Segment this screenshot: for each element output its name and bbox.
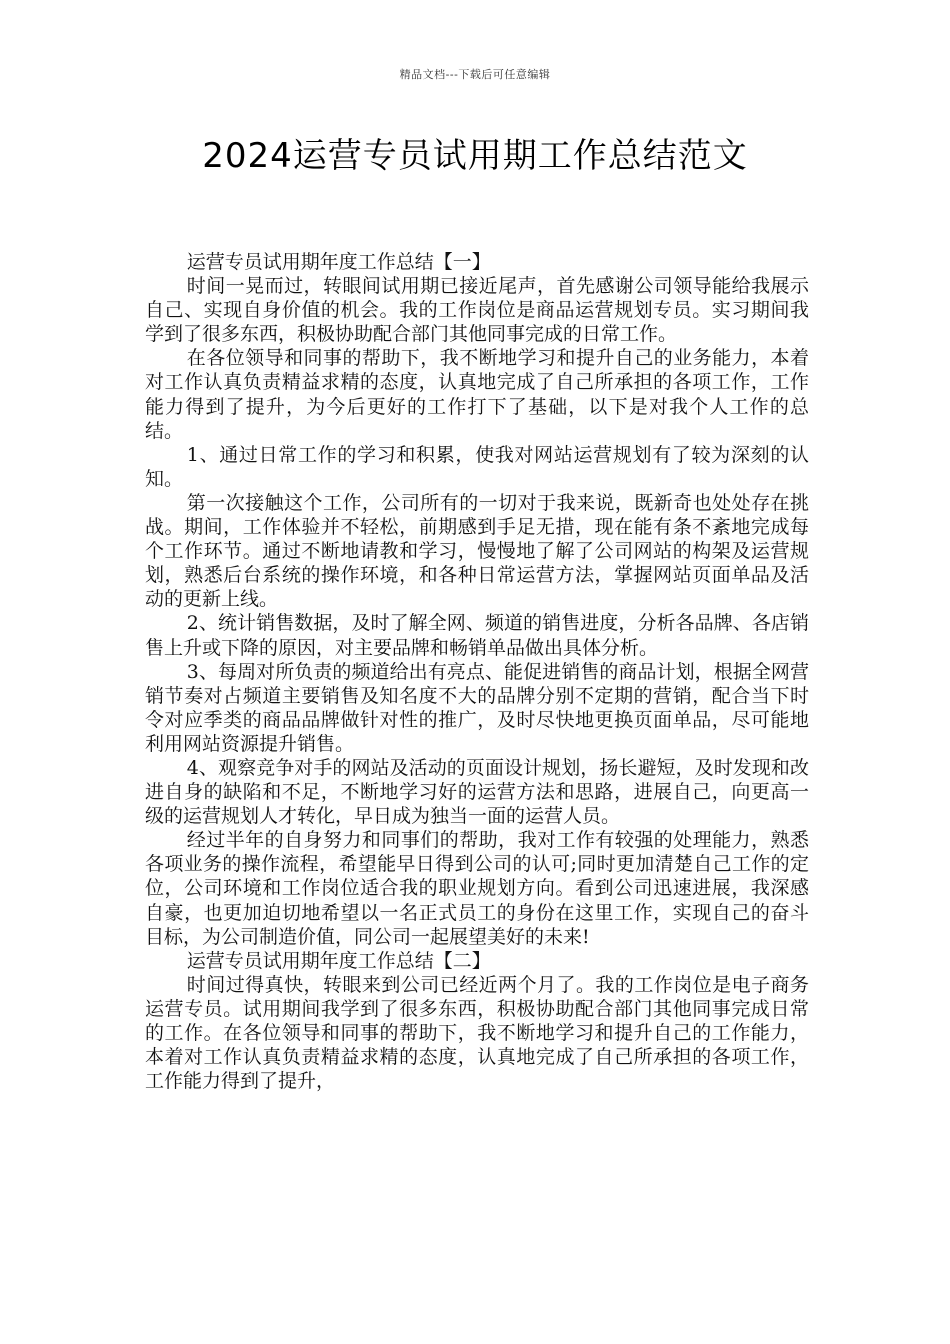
paragraph: 时间一晃而过，转眼间试用期已接近尾声，首先感谢公司领导能给我展示自己、实现自身价值的机会。我的工作岗位是商品运营规划专员。实习期间我学到了很多东西，积极协助配合部门其他同事完成的日常工作。 <box>145 275 809 346</box>
document-body <box>145 250 809 1093</box>
document-title: 2024运营专员试用期工作总结范文 <box>202 136 748 176</box>
header-note: 精品文档---下载后可任意编辑 <box>399 68 551 81</box>
paragraph: 时间过得真快，转眼来到公司已经近两个月了。我的工作岗位是电子商务运营专员。试用期间我学到了很多东西，积极协助配合部门其他同事完成日常的工作。在各位领导和同事的帮助下，我不断地学习和提升自己的工作能力，本着对工作认真负责精益求精的态度，认真地完成了自己所承担的各项工作，工作能力得到了提升， <box>145 973 809 1093</box>
paragraph: 第一次接触这个工作，公司所有的一切对于我来说，既新奇也处处存在挑战。期间，工作体验并不轻松，前期感到手足无措，现在能有条不紊地完成每个工作环节。通过不断地请教和学习，慢慢地了解了公司网站的构架及运营规划，熟悉后台系统的操作环境，和各种日常运营方法，掌握网站页面单品及活动的更新上线。 <box>145 491 809 611</box>
paragraph: 在各位领导和同事的帮助下，我不断地学习和提升自己的业务能力，本着对工作认真负责精益求精的态度，认真地完成了自己所承担的各项工作，工作能力得到了提升，为今后更好的工作打下了基础，以下是对我个人工作的总结。 <box>145 347 809 442</box>
section-heading-2: 运营专员试用期年度工作总结【二】 <box>186 949 491 972</box>
paragraph: 2、统计销售数据，及时了解全网、频道的销售进度，分析各品牌、各店销售上升或下降的原因，对主要品牌和畅销单品做出具体分析。 <box>145 612 809 659</box>
paragraph: 经过半年的自身努力和同事们的帮助，我对工作有较强的处理能力，熟悉各项业务的操作流程，希望能早日得到公司的认可;同时更加清楚自己工作的定位，公司环境和工作岗位适合我的职业规划方向。看到公司迅速进展，我深感自豪，也更加迫切地希望以一名正式员工的身份在这里工作，实现自己的奋斗目标，为公司制造价值，同公司一起展望美好的未来! <box>145 829 809 948</box>
paragraph: 1、通过日常工作的学习和积累，使我对网站运营规划有了较为深刻的认知。 <box>145 443 809 490</box>
section-heading-1: 运营专员试用期年度工作总结【一】 <box>186 251 491 273</box>
paragraph: 4、观察竞争对手的网站及活动的页面设计规划，扬长避短，及时发现和改进自身的缺陷和不足，不断地学习好的运营方法和思路，进展自己，向更高一级的运营规划人才转化，早日成为独当一面的运营人员。 <box>145 756 809 828</box>
paragraph: 3、每周对所负责的频道给出有亮点、能促进销售的商品计划，根据全网营销节奏对占频道主要销售及知名度不大的品牌分别不定期的营销，配合当下时令对应季类的商品品牌做针对性的推广，及时尽快地更换页面单品，尽可能地利用网站资源提升销售。 <box>145 660 809 755</box>
